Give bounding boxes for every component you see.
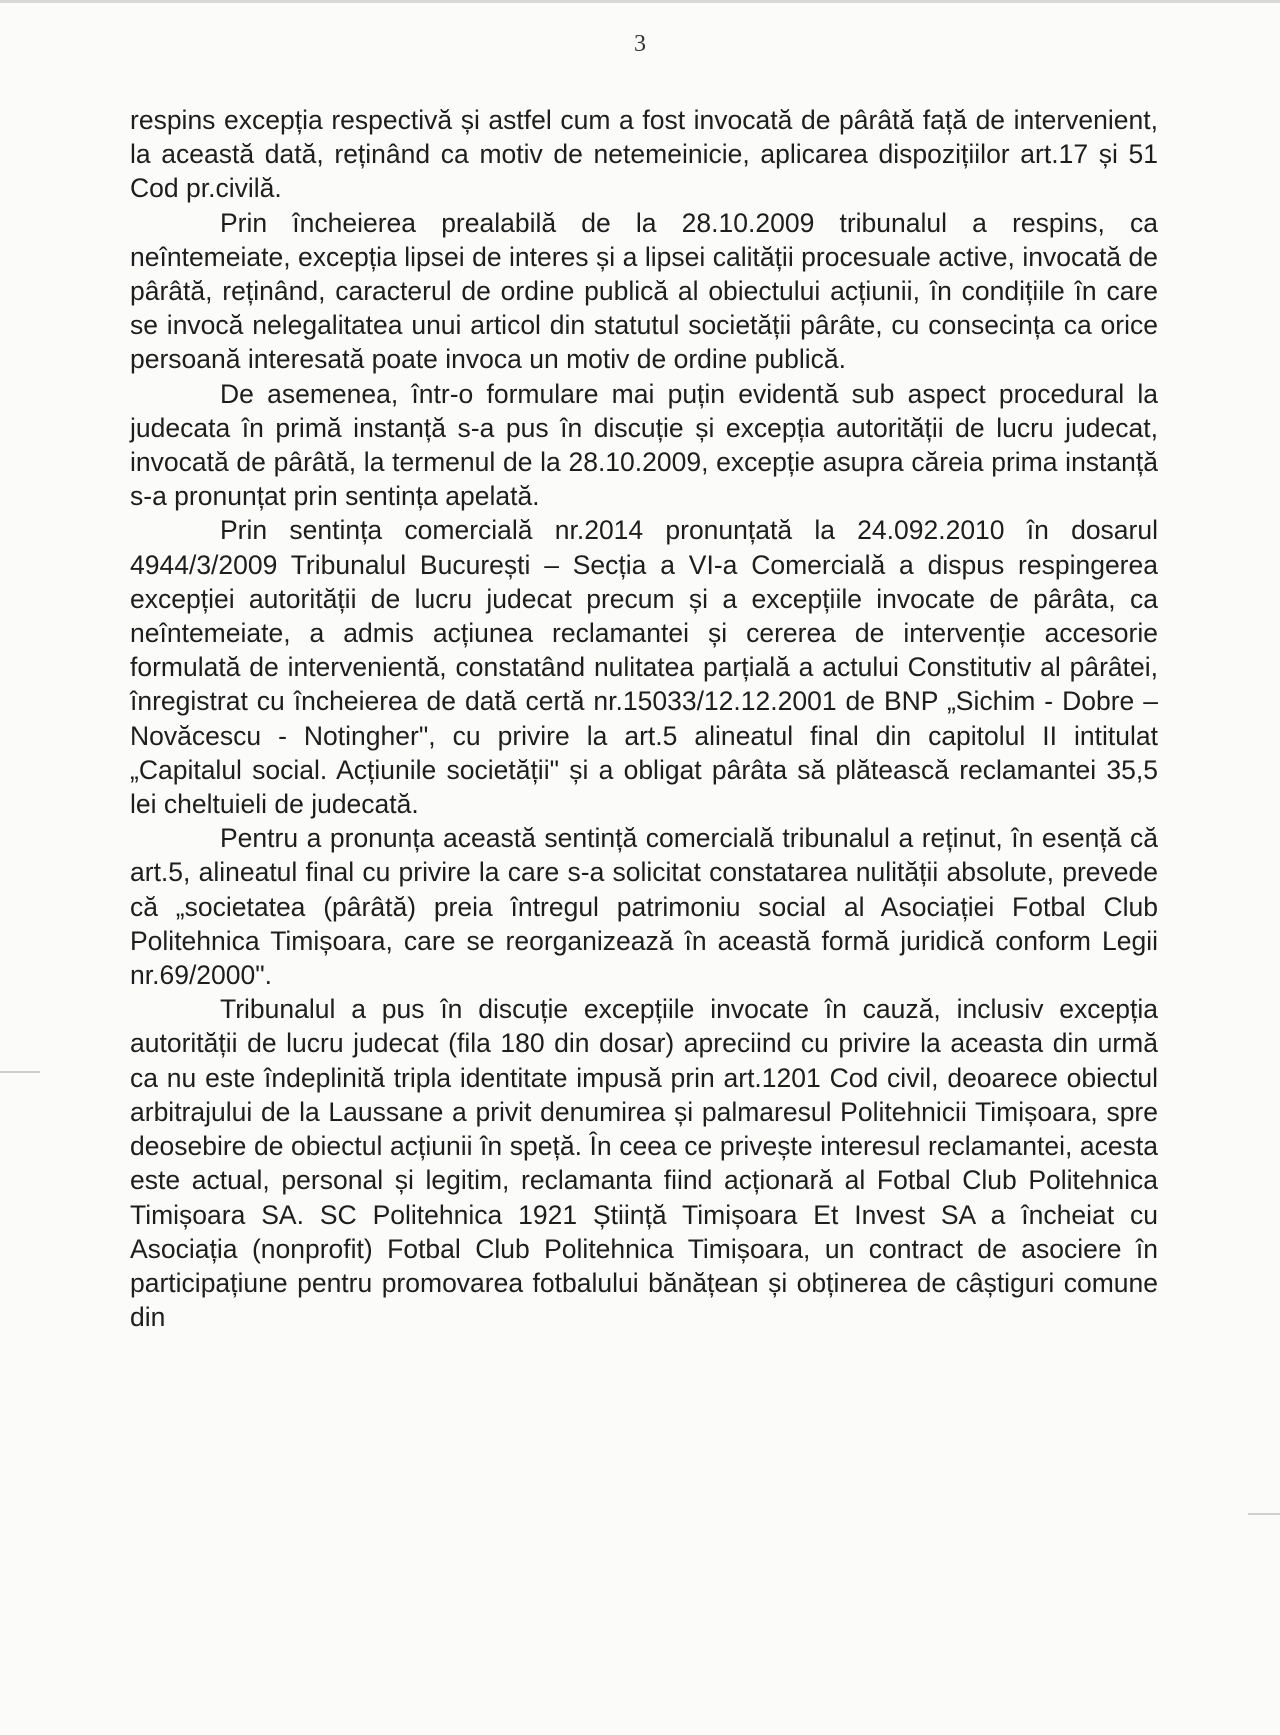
paragraph-1: respins excepția respectivă și astfel cum a fost invocată de pârâtă față de intervenient, la această dată, reținând ca motiv de netemeinicie, aplicarea dispozițiilor art.17 și 51 Cod pr.civilă. <box>130 105 1158 204</box>
paragraph-2: Prin încheierea prealabilă de la 28.10.2009 tribunalul a respins, ca neîntemeiate, excepția lipsei de interes și a lipsei calității procesuale active, invocată de pârâtă, reținând, caracterul de ordine publică al obiectului acțiunii, în condițiile în care se invocă nelegalitatea unui articol din statutul societății pârâte, cu consecința ca orice persoană interesată poate invoca un motiv de ordine publică. <box>130 207 1158 375</box>
paragraph-6: Tribunalul a pus în discuție excepțiile invocate în cauză, inclusiv excepția autorității de lucru judecat (fila 180 din dosar) apreciind cu privire la aceasta din urmă ca nu este îndeplinită tripla identitate impusă prin art.1201 Cod civil, deoarece obiectul arbitrajului de la Laussane a privit denumirea și palmaresul Politehnicii Timișoara, spre deosebire de obiectul acțiunii în speță. În ceea ce privește interesul reclamantei, acesta este actual, personal și legitim, reclamanta fiind acționară al Fotbal Club Politehnica Timișoara SA. SC Politehnica 1921 Știință Timișoara Et Invest SA a încheiat cu Asociația (nonprofit) Fotbal Club Politehnica Timișoara, un contract de asociere în participațiune pentru promovarea fotbalului bănățean și obținerea de câștiguri comune din <box>130 994 1158 1333</box>
paragraph-3: De asemenea, într-o formulare mai puțin evidentă sub aspect procedural la judecata în primă instanță s-a pus în discuție și excepția autorității de lucru judecat, invocată de pârâtă, la termenul de la 28.10.2009, excepție asupra căreia prima instanță s-a pronunțat prin sentința apelată. <box>130 378 1158 512</box>
scan-artifact-left <box>0 1071 40 1073</box>
paragraph-4: Prin sentința comercială nr.2014 pronunțată la 24.092.2010 în dosarul 4944/3/2009 Tribunalul București – Secția a VI-a Comercială a dispus respingerea excepției autorității de lucru judecat precum și a excepțiile invocate de pârâta, ca neîntemeiate, a admis acțiunea reclamantei și cererea de intervenție accesorie formulată de intervenientă, constatând nulitatea parțială a actului Constitutiv al pârâtei, înregistrat cu încheierea de dată certă nr.15033/12.12.2001 de BNP „Sichim - Dobre – Novăcescu - Notingher", cu privire la art.5 alineatul final din capitolul II intitulat „Capitalul social. Acțiunile societății" și a obligat pârâta să plătească reclamantei 35,5 lei cheltuieli de judecată. <box>130 515 1158 820</box>
page-number: 3 <box>634 31 646 57</box>
scan-artifact-right <box>1248 1513 1280 1515</box>
paragraph-5: Pentru a pronunța această sentință comercială tribunalul a reținut, în esență că art.5, alineatul final cu privire la care s-a solicitat constatarea nulității absolute, prevede că „societatea (pârâtă) preia întregul patrimoniu social al Asociației Fotbal Club Politehnica Timișoara, care se reorganizează în această formă juridică conform Legii nr.69/2000". <box>130 823 1158 991</box>
document-body <box>130 103 1158 1334</box>
